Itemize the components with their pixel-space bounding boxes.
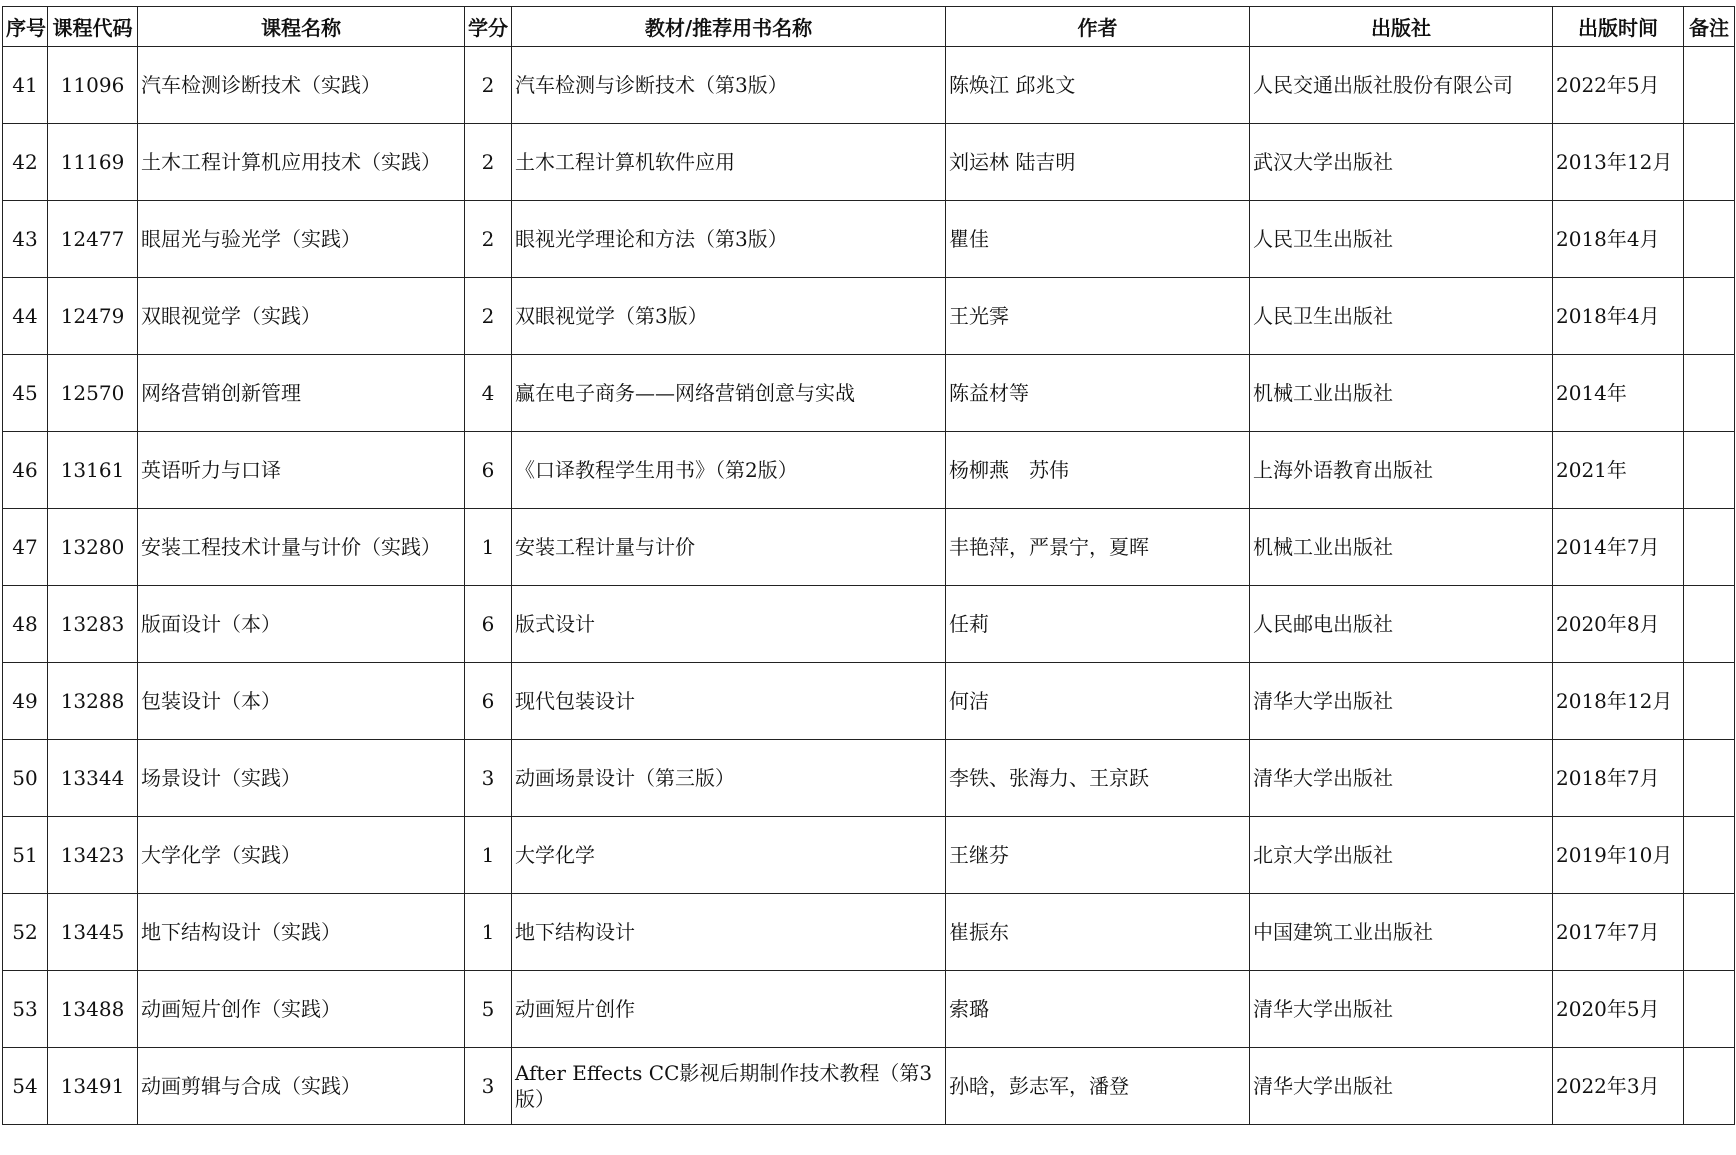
header-course-name: 课程名称 xyxy=(138,7,465,47)
table-row xyxy=(3,894,1735,971)
cell-pub-date: 2022年3月 xyxy=(1553,1048,1684,1125)
cell-credits: 4 xyxy=(465,355,512,432)
header-credits: 学分 xyxy=(465,7,512,47)
cell-credits: 6 xyxy=(465,432,512,509)
cell-course-name: 汽车检测诊断技术（实践） xyxy=(138,47,465,124)
cell-textbook: After Effects CC影视后期制作技术教程（第3版） xyxy=(512,1048,946,1125)
cell-credits: 2 xyxy=(465,47,512,124)
header-author: 作者 xyxy=(946,7,1250,47)
cell-seq: 48 xyxy=(3,586,48,663)
cell-textbook: 土木工程计算机软件应用 xyxy=(512,124,946,201)
cell-course-code: 11096 xyxy=(48,47,138,124)
cell-credits: 2 xyxy=(465,124,512,201)
cell-textbook: 大学化学 xyxy=(512,817,946,894)
cell-course-code: 13445 xyxy=(48,894,138,971)
cell-seq: 51 xyxy=(3,817,48,894)
cell-publisher: 清华大学出版社 xyxy=(1250,740,1553,817)
cell-publisher: 北京大学出版社 xyxy=(1250,817,1553,894)
cell-seq: 41 xyxy=(3,47,48,124)
cell-course-code: 13161 xyxy=(48,432,138,509)
cell-textbook: 安装工程计量与计价 xyxy=(512,509,946,586)
header-row xyxy=(3,7,1735,47)
cell-credits: 6 xyxy=(465,586,512,663)
table-body xyxy=(3,47,1735,1125)
cell-course-name: 版面设计（本） xyxy=(138,586,465,663)
cell-remarks xyxy=(1684,278,1735,355)
cell-pub-date: 2014年 xyxy=(1553,355,1684,432)
cell-textbook: 眼视光学理论和方法（第3版） xyxy=(512,201,946,278)
cell-author: 何洁 xyxy=(946,663,1250,740)
table-row xyxy=(3,432,1735,509)
cell-course-name: 动画短片创作（实践） xyxy=(138,971,465,1048)
cell-author: 孙晗，彭志军，潘登 xyxy=(946,1048,1250,1125)
table-row xyxy=(3,663,1735,740)
cell-credits: 3 xyxy=(465,1048,512,1125)
table-row xyxy=(3,971,1735,1048)
cell-textbook: 汽车检测与诊断技术（第3版） xyxy=(512,47,946,124)
cell-credits: 1 xyxy=(465,894,512,971)
cell-publisher: 机械工业出版社 xyxy=(1250,355,1553,432)
cell-author: 陈益材等 xyxy=(946,355,1250,432)
cell-author: 瞿佳 xyxy=(946,201,1250,278)
cell-course-name: 地下结构设计（实践） xyxy=(138,894,465,971)
cell-course-name: 双眼视觉学（实践） xyxy=(138,278,465,355)
cell-course-name: 动画剪辑与合成（实践） xyxy=(138,1048,465,1125)
cell-author: 丰艳萍，严景宁，夏晖 xyxy=(946,509,1250,586)
cell-course-code: 13488 xyxy=(48,971,138,1048)
table-row xyxy=(3,740,1735,817)
header-textbook: 教材/推荐用书名称 xyxy=(512,7,946,47)
table-row xyxy=(3,586,1735,663)
cell-publisher: 清华大学出版社 xyxy=(1250,1048,1553,1125)
cell-course-code: 13283 xyxy=(48,586,138,663)
cell-course-name: 网络营销创新管理 xyxy=(138,355,465,432)
cell-credits: 1 xyxy=(465,817,512,894)
table-row xyxy=(3,355,1735,432)
cell-author: 刘运林 陆吉明 xyxy=(946,124,1250,201)
cell-remarks xyxy=(1684,47,1735,124)
cell-credits: 5 xyxy=(465,971,512,1048)
cell-remarks xyxy=(1684,432,1735,509)
cell-publisher: 武汉大学出版社 xyxy=(1250,124,1553,201)
cell-publisher: 清华大学出版社 xyxy=(1250,971,1553,1048)
header-remarks: 备注 xyxy=(1684,7,1735,47)
cell-pub-date: 2021年 xyxy=(1553,432,1684,509)
table-row xyxy=(3,201,1735,278)
cell-seq: 53 xyxy=(3,971,48,1048)
cell-pub-date: 2018年4月 xyxy=(1553,201,1684,278)
cell-seq: 54 xyxy=(3,1048,48,1125)
cell-course-code: 11169 xyxy=(48,124,138,201)
cell-remarks xyxy=(1684,740,1735,817)
table-row xyxy=(3,278,1735,355)
cell-seq: 49 xyxy=(3,663,48,740)
cell-pub-date: 2014年7月 xyxy=(1553,509,1684,586)
cell-publisher: 清华大学出版社 xyxy=(1250,663,1553,740)
header-publisher: 出版社 xyxy=(1250,7,1553,47)
cell-remarks xyxy=(1684,509,1735,586)
cell-publisher: 中国建筑工业出版社 xyxy=(1250,894,1553,971)
cell-course-code: 12570 xyxy=(48,355,138,432)
cell-textbook: 双眼视觉学（第3版） xyxy=(512,278,946,355)
cell-seq: 44 xyxy=(3,278,48,355)
cell-remarks xyxy=(1684,124,1735,201)
cell-credits: 1 xyxy=(465,509,512,586)
cell-pub-date: 2020年5月 xyxy=(1553,971,1684,1048)
cell-remarks xyxy=(1684,894,1735,971)
cell-seq: 50 xyxy=(3,740,48,817)
header-course-code: 课程代码 xyxy=(48,7,138,47)
cell-author: 王继芬 xyxy=(946,817,1250,894)
cell-textbook: 版式设计 xyxy=(512,586,946,663)
table-row xyxy=(3,47,1735,124)
cell-seq: 45 xyxy=(3,355,48,432)
cell-pub-date: 2018年4月 xyxy=(1553,278,1684,355)
cell-course-code: 13491 xyxy=(48,1048,138,1125)
cell-author: 崔振东 xyxy=(946,894,1250,971)
cell-author: 杨柳燕 苏伟 xyxy=(946,432,1250,509)
cell-publisher: 人民卫生出版社 xyxy=(1250,278,1553,355)
cell-course-name: 土木工程计算机应用技术（实践） xyxy=(138,124,465,201)
cell-publisher: 人民交通出版社股份有限公司 xyxy=(1250,47,1553,124)
cell-course-code: 12479 xyxy=(48,278,138,355)
cell-course-code: 13423 xyxy=(48,817,138,894)
cell-remarks xyxy=(1684,817,1735,894)
table-row xyxy=(3,124,1735,201)
cell-author: 任莉 xyxy=(946,586,1250,663)
cell-pub-date: 2018年7月 xyxy=(1553,740,1684,817)
cell-publisher: 上海外语教育出版社 xyxy=(1250,432,1553,509)
cell-textbook: 动画短片创作 xyxy=(512,971,946,1048)
cell-course-code: 13280 xyxy=(48,509,138,586)
cell-course-name: 眼屈光与验光学（实践） xyxy=(138,201,465,278)
cell-author: 陈焕江 邱兆文 xyxy=(946,47,1250,124)
table-row xyxy=(3,817,1735,894)
cell-credits: 2 xyxy=(465,278,512,355)
cell-course-name: 大学化学（实践） xyxy=(138,817,465,894)
cell-remarks xyxy=(1684,201,1735,278)
textbook-table xyxy=(2,6,1735,1125)
cell-textbook: 赢在电子商务——网络营销创意与实战 xyxy=(512,355,946,432)
cell-remarks xyxy=(1684,1048,1735,1125)
header-pub-date: 出版时间 xyxy=(1553,7,1684,47)
cell-course-code: 12477 xyxy=(48,201,138,278)
cell-credits: 3 xyxy=(465,740,512,817)
cell-course-code: 13344 xyxy=(48,740,138,817)
cell-course-name: 场景设计（实践） xyxy=(138,740,465,817)
cell-author: 索璐 xyxy=(946,971,1250,1048)
cell-seq: 43 xyxy=(3,201,48,278)
textbook-table-page xyxy=(2,6,1734,1146)
cell-remarks xyxy=(1684,663,1735,740)
cell-pub-date: 2017年7月 xyxy=(1553,894,1684,971)
cell-textbook: 动画场景设计（第三版） xyxy=(512,740,946,817)
cell-author: 李铁、张海力、王京跃 xyxy=(946,740,1250,817)
table-row xyxy=(3,1048,1735,1125)
cell-seq: 42 xyxy=(3,124,48,201)
cell-course-code: 13288 xyxy=(48,663,138,740)
cell-seq: 47 xyxy=(3,509,48,586)
cell-credits: 2 xyxy=(465,201,512,278)
cell-seq: 46 xyxy=(3,432,48,509)
cell-pub-date: 2022年5月 xyxy=(1553,47,1684,124)
cell-author: 王光霁 xyxy=(946,278,1250,355)
cell-remarks xyxy=(1684,586,1735,663)
cell-textbook: 地下结构设计 xyxy=(512,894,946,971)
cell-credits: 6 xyxy=(465,663,512,740)
cell-course-name: 安装工程技术计量与计价（实践） xyxy=(138,509,465,586)
cell-remarks xyxy=(1684,971,1735,1048)
header-seq: 序号 xyxy=(3,7,48,47)
cell-textbook: 现代包装设计 xyxy=(512,663,946,740)
cell-publisher: 人民邮电出版社 xyxy=(1250,586,1553,663)
cell-pub-date: 2018年12月 xyxy=(1553,663,1684,740)
cell-publisher: 机械工业出版社 xyxy=(1250,509,1553,586)
table-row xyxy=(3,509,1735,586)
cell-pub-date: 2019年10月 xyxy=(1553,817,1684,894)
cell-publisher: 人民卫生出版社 xyxy=(1250,201,1553,278)
cell-pub-date: 2013年12月 xyxy=(1553,124,1684,201)
cell-course-name: 包装设计（本） xyxy=(138,663,465,740)
cell-seq: 52 xyxy=(3,894,48,971)
cell-remarks xyxy=(1684,355,1735,432)
cell-textbook: 《口译教程学生用书》（第2版） xyxy=(512,432,946,509)
cell-pub-date: 2020年8月 xyxy=(1553,586,1684,663)
cell-course-name: 英语听力与口译 xyxy=(138,432,465,509)
